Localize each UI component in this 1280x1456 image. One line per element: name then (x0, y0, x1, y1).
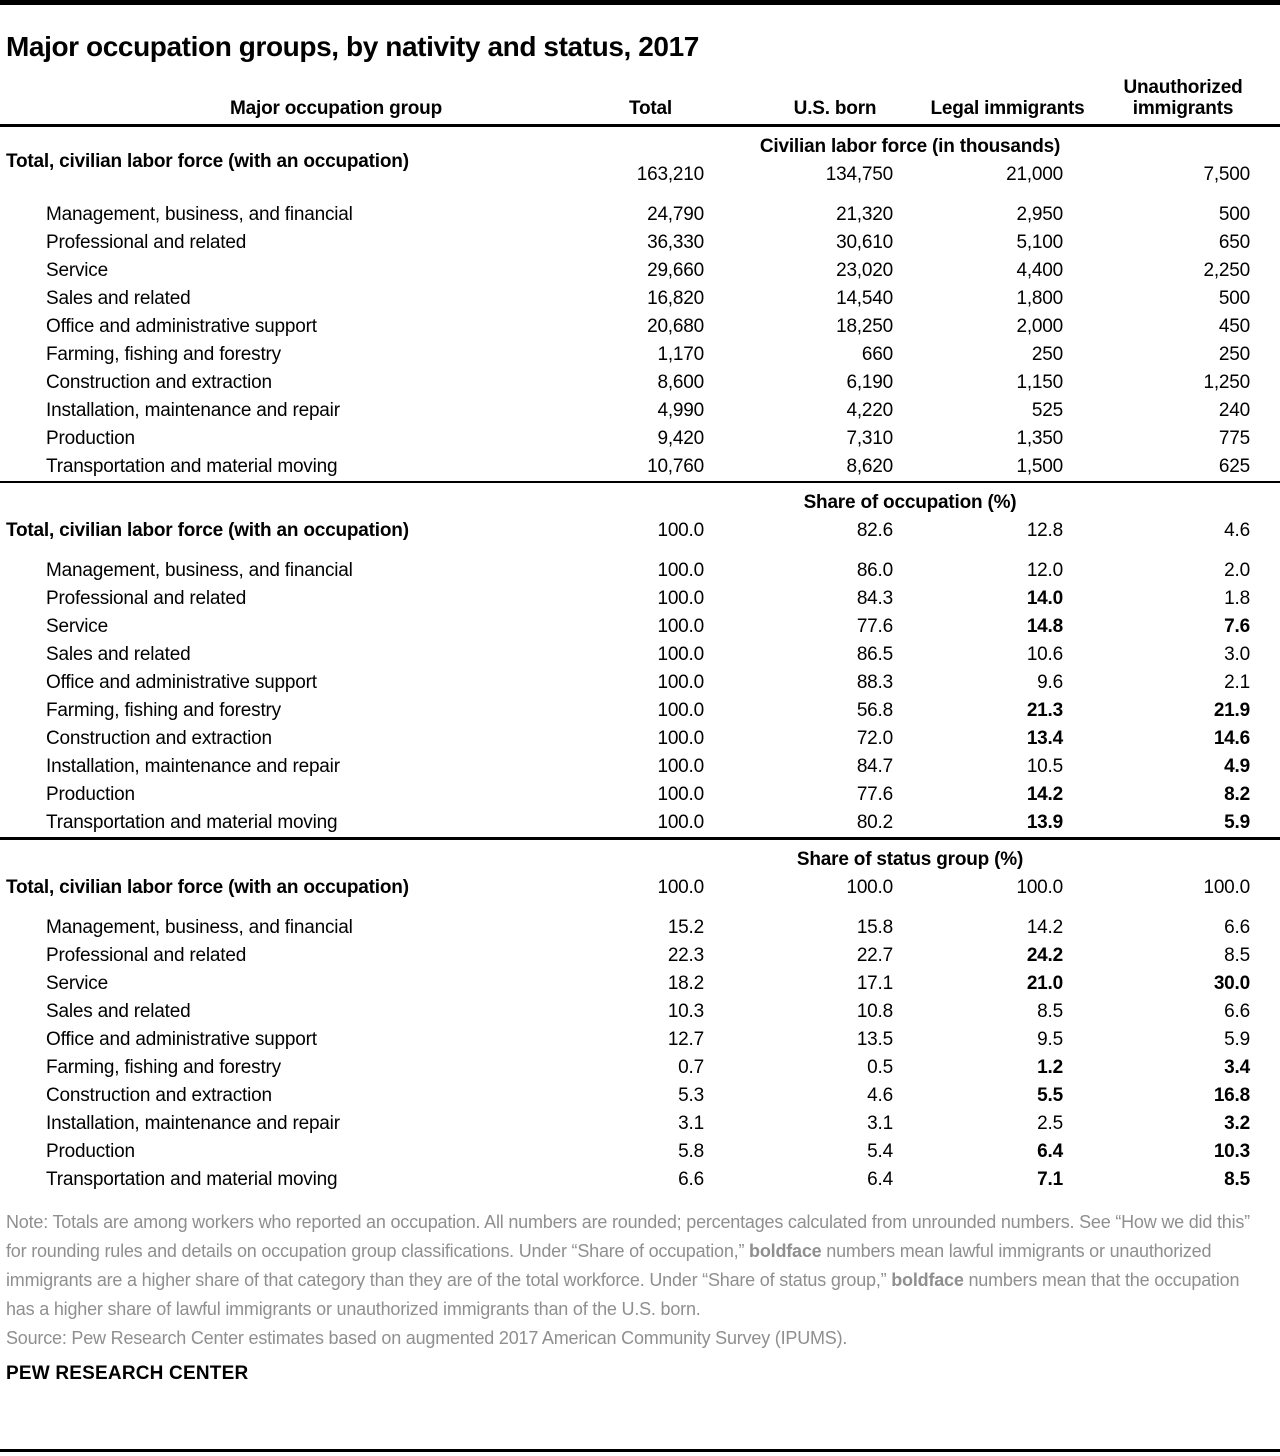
value-cell: 12.8 (1026, 520, 1063, 541)
value-cell: 4,220 (846, 400, 893, 421)
value-cell: 100.0 (657, 672, 704, 693)
value-cell: 240 (1218, 400, 1250, 421)
value-cell: 660 (861, 344, 893, 365)
top-rule (0, 0, 1280, 5)
value-cell: 5.5 (1037, 1085, 1063, 1106)
table-row (6, 229, 1256, 257)
row-label: Construction and extraction (46, 1085, 272, 1106)
column-header-occupation: Major occupation group (230, 98, 442, 119)
value-cell: 15.2 (667, 917, 704, 938)
value-cell: 7,310 (846, 428, 893, 449)
value-cell: 8.5 (1224, 1169, 1250, 1190)
value-cell: 23,020 (836, 260, 893, 281)
row-label: Transportation and material moving (46, 456, 338, 477)
value-cell: 22.7 (856, 945, 893, 966)
value-cell: 650 (1218, 232, 1250, 253)
value-cell: 134,750 (825, 164, 893, 185)
value-cell: 84.3 (856, 588, 893, 609)
value-cell: 20,680 (647, 316, 704, 337)
value-cell: 1,500 (1016, 456, 1063, 477)
value-cell: 21,000 (1006, 164, 1063, 185)
value-cell: 250 (1218, 344, 1250, 365)
value-cell: 24,790 (647, 204, 704, 225)
value-cell: 86.5 (856, 644, 893, 665)
value-cell: 8,600 (657, 372, 704, 393)
value-cell: 18,250 (836, 316, 893, 337)
row-label: Transportation and material moving (46, 1169, 338, 1190)
value-cell: 5.9 (1224, 1029, 1250, 1050)
row-label: Production (46, 428, 135, 449)
value-cell: 13.5 (856, 1029, 893, 1050)
value-cell: 2.5 (1037, 1113, 1063, 1134)
row-label: Construction and extraction (46, 728, 272, 749)
value-cell: 8.2 (1224, 784, 1250, 805)
value-cell: 14.2 (1026, 784, 1063, 805)
value-cell: 100.0 (657, 588, 704, 609)
value-cell: 500 (1218, 204, 1250, 225)
value-cell: 21,320 (836, 204, 893, 225)
value-cell: 0.7 (678, 1057, 704, 1078)
value-cell: 3.0 (1224, 644, 1250, 665)
column-header-us-born: U.S. born (793, 98, 877, 119)
value-cell: 7.6 (1224, 616, 1250, 637)
row-label: Management, business, and financial (46, 917, 353, 938)
value-cell: 22.3 (667, 945, 704, 966)
value-cell: 450 (1218, 316, 1250, 337)
value-cell: 100.0 (657, 877, 704, 898)
value-cell: 6,190 (846, 372, 893, 393)
brand-logo-text: PEW RESEARCH CENTER (6, 1363, 249, 1384)
value-cell: 72.0 (856, 728, 893, 749)
note-text (6, 1208, 1270, 1324)
row-label: Installation, maintenance and repair (46, 1113, 340, 1134)
value-cell: 4,990 (657, 400, 704, 421)
value-cell: 21.3 (1026, 700, 1063, 721)
value-cell: 16,820 (647, 288, 704, 309)
value-cell: 8,620 (846, 456, 893, 477)
note-segment: Note: Totals are among workers who reported an occupation. All numbers are rounded; percentages calculated from unrounded numbers. See “How we did this” for rounding rules and details on occupation group classifications. Under “Share of occupation,” (6, 1212, 1250, 1261)
note (6, 1208, 1270, 1353)
row-label: Service (46, 260, 108, 281)
table-row (6, 201, 1256, 229)
table-row (6, 1026, 1256, 1054)
table-row (6, 697, 1256, 725)
value-cell: 6.6 (1224, 917, 1250, 938)
table-row (6, 1110, 1256, 1138)
table-row (6, 257, 1256, 285)
column-header-total: Total (629, 98, 672, 119)
table-row (6, 1166, 1256, 1194)
value-cell: 100.0 (657, 812, 704, 833)
section-header: Civilian labor force (in thousands) (759, 136, 1061, 157)
value-cell: 6.4 (1037, 1141, 1063, 1162)
value-cell: 100.0 (657, 728, 704, 749)
row-label: Farming, fishing and forestry (46, 1057, 281, 1078)
value-cell: 17.1 (856, 973, 893, 994)
value-cell: 88.3 (856, 672, 893, 693)
section-header: Share of occupation (%) (803, 492, 1017, 513)
row-label: Management, business, and financial (46, 204, 353, 225)
page-title: Major occupation groups, by nativity and status, 2017 (6, 31, 699, 62)
value-cell: 9,420 (657, 428, 704, 449)
value-cell: 82.6 (856, 520, 893, 541)
value-cell: 10.5 (1026, 756, 1063, 777)
header-rule (0, 124, 1280, 127)
value-cell: 14.6 (1213, 728, 1250, 749)
total-row (6, 874, 1256, 914)
value-cell: 10.3 (1213, 1141, 1250, 1162)
value-cell: 7.1 (1037, 1169, 1063, 1190)
row-label: Sales and related (46, 288, 191, 309)
row-label: Total, civilian labor force (with an occupation) (6, 151, 409, 172)
value-cell: 5.4 (867, 1141, 893, 1162)
value-cell: 100.0 (657, 520, 704, 541)
value-cell: 10.6 (1026, 644, 1063, 665)
value-cell: 77.6 (856, 616, 893, 637)
table-row (6, 313, 1256, 341)
value-cell: 80.2 (856, 812, 893, 833)
value-cell: 13.4 (1026, 728, 1063, 749)
value-cell: 100.0 (657, 700, 704, 721)
row-label: Production (46, 784, 135, 805)
table-row (6, 425, 1256, 453)
row-label: Professional and related (46, 588, 247, 609)
total-row (6, 517, 1256, 557)
value-cell: 5.3 (678, 1085, 704, 1106)
value-cell: 9.6 (1037, 672, 1063, 693)
value-cell: 10,760 (647, 456, 704, 477)
value-cell: 1,250 (1203, 372, 1250, 393)
note-segment: numbers mean that the occupation has a higher share of lawful immigrants or unauthorized immigrants than of the U.S. born. (6, 1270, 1240, 1319)
value-cell: 3.1 (678, 1113, 704, 1134)
note-boldface-word: boldface (749, 1241, 822, 1261)
value-cell: 14,540 (836, 288, 893, 309)
value-cell: 1,170 (657, 344, 704, 365)
value-cell: 8.5 (1037, 1001, 1063, 1022)
table-row (6, 669, 1256, 697)
data-table (6, 151, 1256, 481)
value-cell: 100.0 (657, 784, 704, 805)
column-header-legal-immigrants: Legal immigrants (930, 98, 1085, 119)
table-row (6, 453, 1256, 481)
value-cell: 1,350 (1016, 428, 1063, 449)
row-label: Office and administrative support (46, 316, 317, 337)
data-table (6, 517, 1256, 837)
table-row (6, 369, 1256, 397)
value-cell: 30.0 (1213, 973, 1250, 994)
value-cell: 15.8 (856, 917, 893, 938)
row-label: Construction and extraction (46, 372, 272, 393)
value-cell: 3.2 (1224, 1113, 1250, 1134)
value-cell: 525 (1031, 400, 1063, 421)
value-cell: 21.9 (1213, 700, 1250, 721)
value-cell: 16.8 (1213, 1085, 1250, 1106)
value-cell: 13.9 (1026, 812, 1063, 833)
row-label: Office and administrative support (46, 672, 317, 693)
value-cell: 6.4 (867, 1169, 893, 1190)
section-divider-rule (0, 837, 1280, 840)
value-cell: 100.0 (657, 756, 704, 777)
row-label: Service (46, 616, 108, 637)
value-cell: 18.2 (667, 973, 704, 994)
value-cell: 3.1 (867, 1113, 893, 1134)
value-cell: 250 (1031, 344, 1063, 365)
row-label: Sales and related (46, 644, 191, 665)
value-cell: 4,400 (1016, 260, 1063, 281)
value-cell: 7,500 (1203, 164, 1250, 185)
value-cell: 30,610 (836, 232, 893, 253)
row-label: Total, civilian labor force (with an occupation) (6, 520, 409, 541)
table-row (6, 397, 1256, 425)
value-cell: 14.8 (1026, 616, 1063, 637)
row-label: Installation, maintenance and repair (46, 756, 340, 777)
table-row (6, 725, 1256, 753)
table-row (6, 942, 1256, 970)
value-cell: 21.0 (1026, 973, 1063, 994)
value-cell: 8.5 (1224, 945, 1250, 966)
row-label: Professional and related (46, 232, 247, 253)
row-label: Production (46, 1141, 135, 1162)
table-row (6, 585, 1256, 613)
value-cell: 77.6 (856, 784, 893, 805)
table-row (6, 285, 1256, 313)
section-header: Share of status group (%) (796, 849, 1024, 870)
row-label: Service (46, 973, 108, 994)
row-label: Transportation and material moving (46, 812, 338, 833)
table-row (6, 1138, 1256, 1166)
row-label: Management, business, and financial (46, 560, 353, 581)
value-cell: 4.6 (1224, 520, 1250, 541)
value-cell: 36,330 (647, 232, 704, 253)
value-cell: 5,100 (1016, 232, 1063, 253)
value-cell: 24.2 (1026, 945, 1063, 966)
row-label: Sales and related (46, 1001, 191, 1022)
value-cell: 100.0 (657, 616, 704, 637)
table-sections (0, 136, 1280, 1194)
value-cell: 100.0 (657, 644, 704, 665)
table-row (6, 1054, 1256, 1082)
value-cell: 100.0 (1203, 877, 1250, 898)
value-cell: 29,660 (647, 260, 704, 281)
value-cell: 775 (1218, 428, 1250, 449)
value-cell: 2,250 (1203, 260, 1250, 281)
table-header (6, 77, 1256, 124)
data-table (6, 874, 1256, 1194)
value-cell: 0.5 (867, 1057, 893, 1078)
value-cell: 163,210 (636, 164, 704, 185)
table-row (6, 641, 1256, 669)
value-cell: 84.7 (856, 756, 893, 777)
total-row (6, 161, 1256, 201)
value-cell: 4.6 (867, 1085, 893, 1106)
table-row (6, 781, 1256, 809)
value-cell: 500 (1218, 288, 1250, 309)
value-cell: 10.8 (856, 1001, 893, 1022)
value-cell: 3.4 (1224, 1057, 1250, 1078)
value-cell: 4.9 (1224, 756, 1250, 777)
note-segment: numbers mean lawful immigrants or unauthorized immigrants are a higher share of that category than they are of the total workforce. Under “Share of status group,” (6, 1241, 1212, 1290)
value-cell: 6.6 (1224, 1001, 1250, 1022)
value-cell: 2,950 (1016, 204, 1063, 225)
note-boldface-word: boldface (891, 1270, 964, 1290)
value-cell: 5.9 (1224, 812, 1250, 833)
value-cell: 1.8 (1224, 588, 1250, 609)
value-cell: 86.0 (856, 560, 893, 581)
row-label: Professional and related (46, 945, 247, 966)
value-cell: 14.2 (1026, 917, 1063, 938)
table-row (6, 914, 1256, 942)
value-cell: 5.8 (678, 1141, 704, 1162)
value-cell: 100.0 (1016, 877, 1063, 898)
value-cell: 6.6 (678, 1169, 704, 1190)
value-cell: 1.2 (1037, 1057, 1063, 1078)
row-label: Office and administrative support (46, 1029, 317, 1050)
value-cell: 12.7 (667, 1029, 704, 1050)
table-row (6, 998, 1256, 1026)
value-cell: 1,800 (1016, 288, 1063, 309)
row-label: Installation, maintenance and repair (46, 400, 340, 421)
value-cell: 625 (1218, 456, 1250, 477)
value-cell: 2,000 (1016, 316, 1063, 337)
table-row (6, 809, 1256, 837)
value-cell: 9.5 (1037, 1029, 1063, 1050)
table-row (6, 970, 1256, 998)
row-label: Total, civilian labor force (with an occupation) (6, 877, 409, 898)
section-divider-rule (0, 481, 1280, 483)
value-cell: 14.0 (1026, 588, 1063, 609)
value-cell: 1,150 (1016, 372, 1063, 393)
table-row (6, 557, 1256, 585)
table-row (6, 341, 1256, 369)
table-row (6, 1082, 1256, 1110)
table-row (6, 753, 1256, 781)
value-cell: 12.0 (1026, 560, 1063, 581)
source-line: Source: Pew Research Center estimates based on augmented 2017 American Community Survey (IPUMS). (6, 1328, 848, 1348)
value-cell: 2.1 (1224, 672, 1250, 693)
table-row (6, 613, 1256, 641)
bottom-rule (0, 1449, 1280, 1452)
value-cell: 100.0 (657, 560, 704, 581)
column-header-unauthorized-immigrants: Unauthorized immigrants (1123, 77, 1243, 119)
row-label: Farming, fishing and forestry (46, 700, 281, 721)
value-cell: 100.0 (846, 877, 893, 898)
row-label: Farming, fishing and forestry (46, 344, 281, 365)
value-cell: 2.0 (1224, 560, 1250, 581)
value-cell: 10.3 (667, 1001, 704, 1022)
value-cell: 56.8 (856, 700, 893, 721)
